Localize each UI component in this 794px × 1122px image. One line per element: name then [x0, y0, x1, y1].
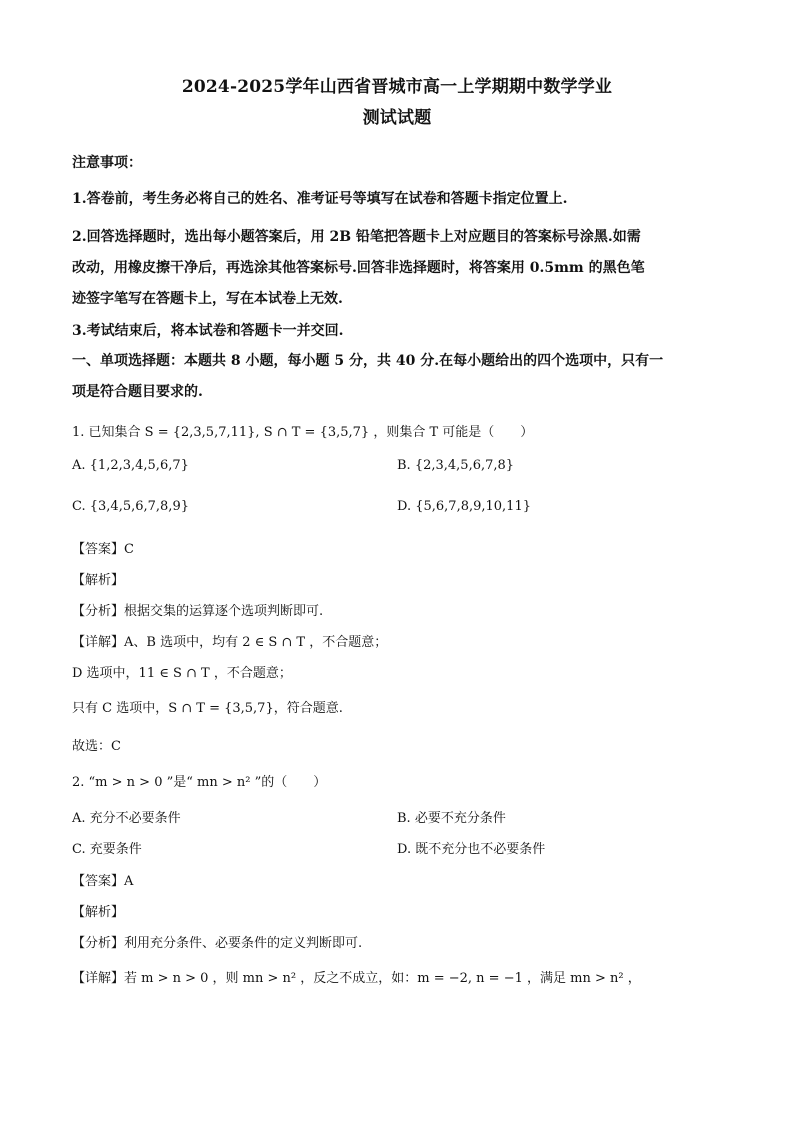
question-1-detail-3: 只有 C 选项中，S ∩ T = {3,5,7}，符合题意.	[72, 701, 343, 716]
question-1-option-d: D. {5,6,7,8,9,10,11}	[397, 499, 531, 514]
notice-item-2-line3: 迹签字笔写在答题卡上，写在本试卷上无效.	[72, 291, 343, 307]
section-heading-line2: 项是符合题目要求的.	[72, 384, 203, 400]
notice-item-3: 3.考试结束后，将本试卷和答题卡一并交回.	[72, 323, 344, 339]
question-2-fenxi: 【分析】利用充分条件、必要条件的定义判断即可.	[72, 936, 363, 951]
question-2-analysis-label: 【解析】	[72, 905, 125, 920]
notice-item-2-line2: 改动，用橡皮擦干净后，再选涂其他答案标号.回答非选择题时，将答案用 0.5mm 的黑色笔	[72, 260, 645, 276]
question-1-option-a: A. {1,2,3,4,5,6,7}	[72, 458, 189, 473]
section-heading-line1: 一、单项选择题：本题共 8 小题，每小题 5 分，共 40 分.在每小题给出的四个选项中，只有一	[72, 353, 664, 369]
question-1-option-b: B. {2,3,4,5,6,7,8}	[397, 458, 515, 473]
question-2-option-b: B. 必要不充分条件	[397, 811, 506, 826]
question-2-detail-1: 【详解】若 m > n > 0 ，则 mn > n² ，反之不成立，如：m = −2, n = −1 ，满足 mn > n² ，	[72, 971, 641, 986]
question-2-option-a: A. 充分不必要条件	[72, 811, 181, 826]
question-1-detail-2: D 选项中，11 ∈ S ∩ T ，不合题意；	[72, 666, 292, 681]
question-2-answer: 【答案】A	[72, 874, 134, 889]
document-title-line2: 测试试题	[362, 108, 432, 128]
question-1-detail-1: 【详解】A、B 选项中，均有 2 ∈ S ∩ T ，不合题意；	[72, 635, 388, 650]
notice-heading: 注意事项：	[72, 155, 142, 171]
question-1-fenxi: 【分析】根据交集的运算逐个选项判断即可.	[72, 604, 324, 619]
question-1-analysis-label: 【解析】	[72, 573, 125, 588]
question-1-answer: 【答案】C	[72, 542, 134, 557]
question-1-choose: 故选：C	[72, 739, 121, 754]
question-1-stem: 1. 已知集合 S = {2,3,5,7,11}, S ∩ T = {3,5,7} ，则集合 T 可能是（ ）	[72, 425, 534, 440]
notice-item-1: 1.答卷前，考生务必将自己的姓名、准考证号等填写在试卷和答题卡指定位置上.	[72, 191, 568, 207]
question-1-option-c: C. {3,4,5,6,7,8,9}	[72, 499, 189, 514]
question-2-option-c: C. 充要条件	[72, 842, 142, 857]
question-2-stem: 2. “m > n > 0 ”是“ mn > n² ”的（ ）	[72, 775, 327, 790]
question-2-option-d: D. 既不充分也不必要条件	[397, 842, 546, 857]
notice-item-2-line1: 2.回答选择题时，选出每小题答案后，用 2B 铅笔把答题卡上对应题目的答案标号涂黑.如需	[72, 229, 641, 245]
document-title-line1: 2024-2025学年山西省晋城市高一上学期期中数学学业	[181, 77, 613, 97]
